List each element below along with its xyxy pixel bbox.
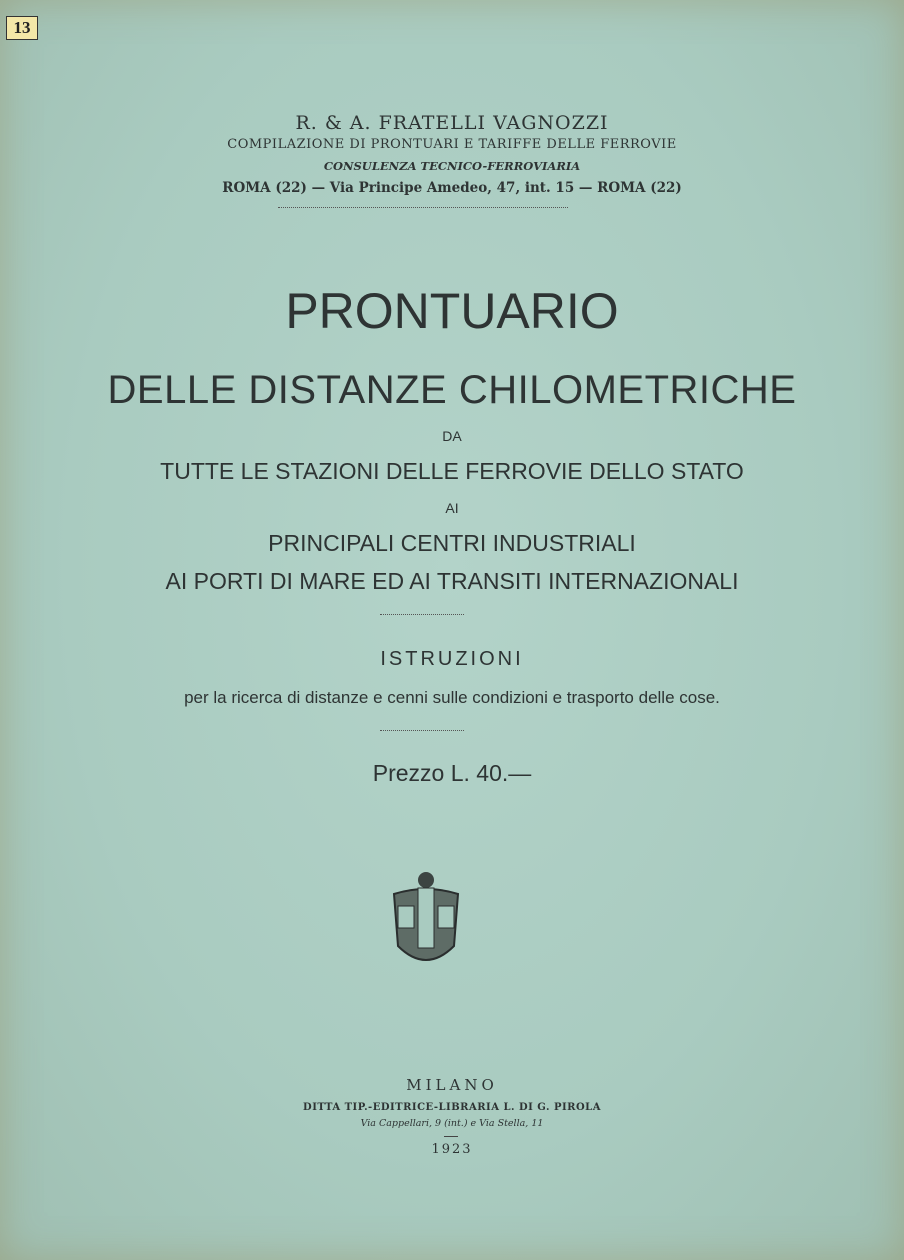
publisher-line2: CONSULENZA TECNICO-FERROVIARIA xyxy=(323,159,581,173)
title-sub: DELLE DISTANZE CHILOMETRICHE xyxy=(107,368,797,412)
title-main: PRONTUARIO xyxy=(285,283,619,339)
price: Prezzo L. 40.— xyxy=(372,760,532,786)
printer-emblem-icon xyxy=(388,866,464,974)
istruzioni-heading: ISTRUZIONI xyxy=(380,648,524,670)
publisher-name: R. & A. FRATELLI VAGNOZZI xyxy=(295,112,609,134)
imprint-year: 1923 xyxy=(431,1142,473,1157)
title-line3: TUTTE LE STAZIONI DELLE FERROVIE DELLO STATO xyxy=(160,458,744,484)
ornamental-rule xyxy=(278,207,568,208)
imprint-printer: DITTA TIP.-EDITRICE-LIBRARIA L. DI G. PIROLA xyxy=(303,1102,601,1113)
imprint-address: Via Cappellari, 9 (int.) e Via Stella, 11 xyxy=(360,1118,544,1129)
divider xyxy=(380,614,464,615)
istruzioni-text: per la ricerca di distanze e cenni sulle condizioni e trasporto delle cose. xyxy=(184,688,720,707)
publisher-line1: COMPILAZIONE DI PRONTUARI E TARIFFE DELLE FERROVIE xyxy=(227,137,677,152)
divider xyxy=(380,730,464,731)
title-da: DA xyxy=(442,428,462,444)
page-number-badge: 13 xyxy=(6,16,38,40)
title-line5: PRINCIPALI CENTRI INDUSTRIALI xyxy=(268,530,636,556)
title-line6: AI PORTI DI MARE ED AI TRANSITI INTERNAZIONALI xyxy=(165,568,739,594)
divider xyxy=(444,1136,458,1137)
publisher-address: ROMA (22) — Via Principe Amedeo, 47, int. 15 — ROMA (22) xyxy=(222,180,682,196)
title-ai: AI xyxy=(445,500,459,516)
imprint-city: MILANO xyxy=(406,1076,498,1094)
